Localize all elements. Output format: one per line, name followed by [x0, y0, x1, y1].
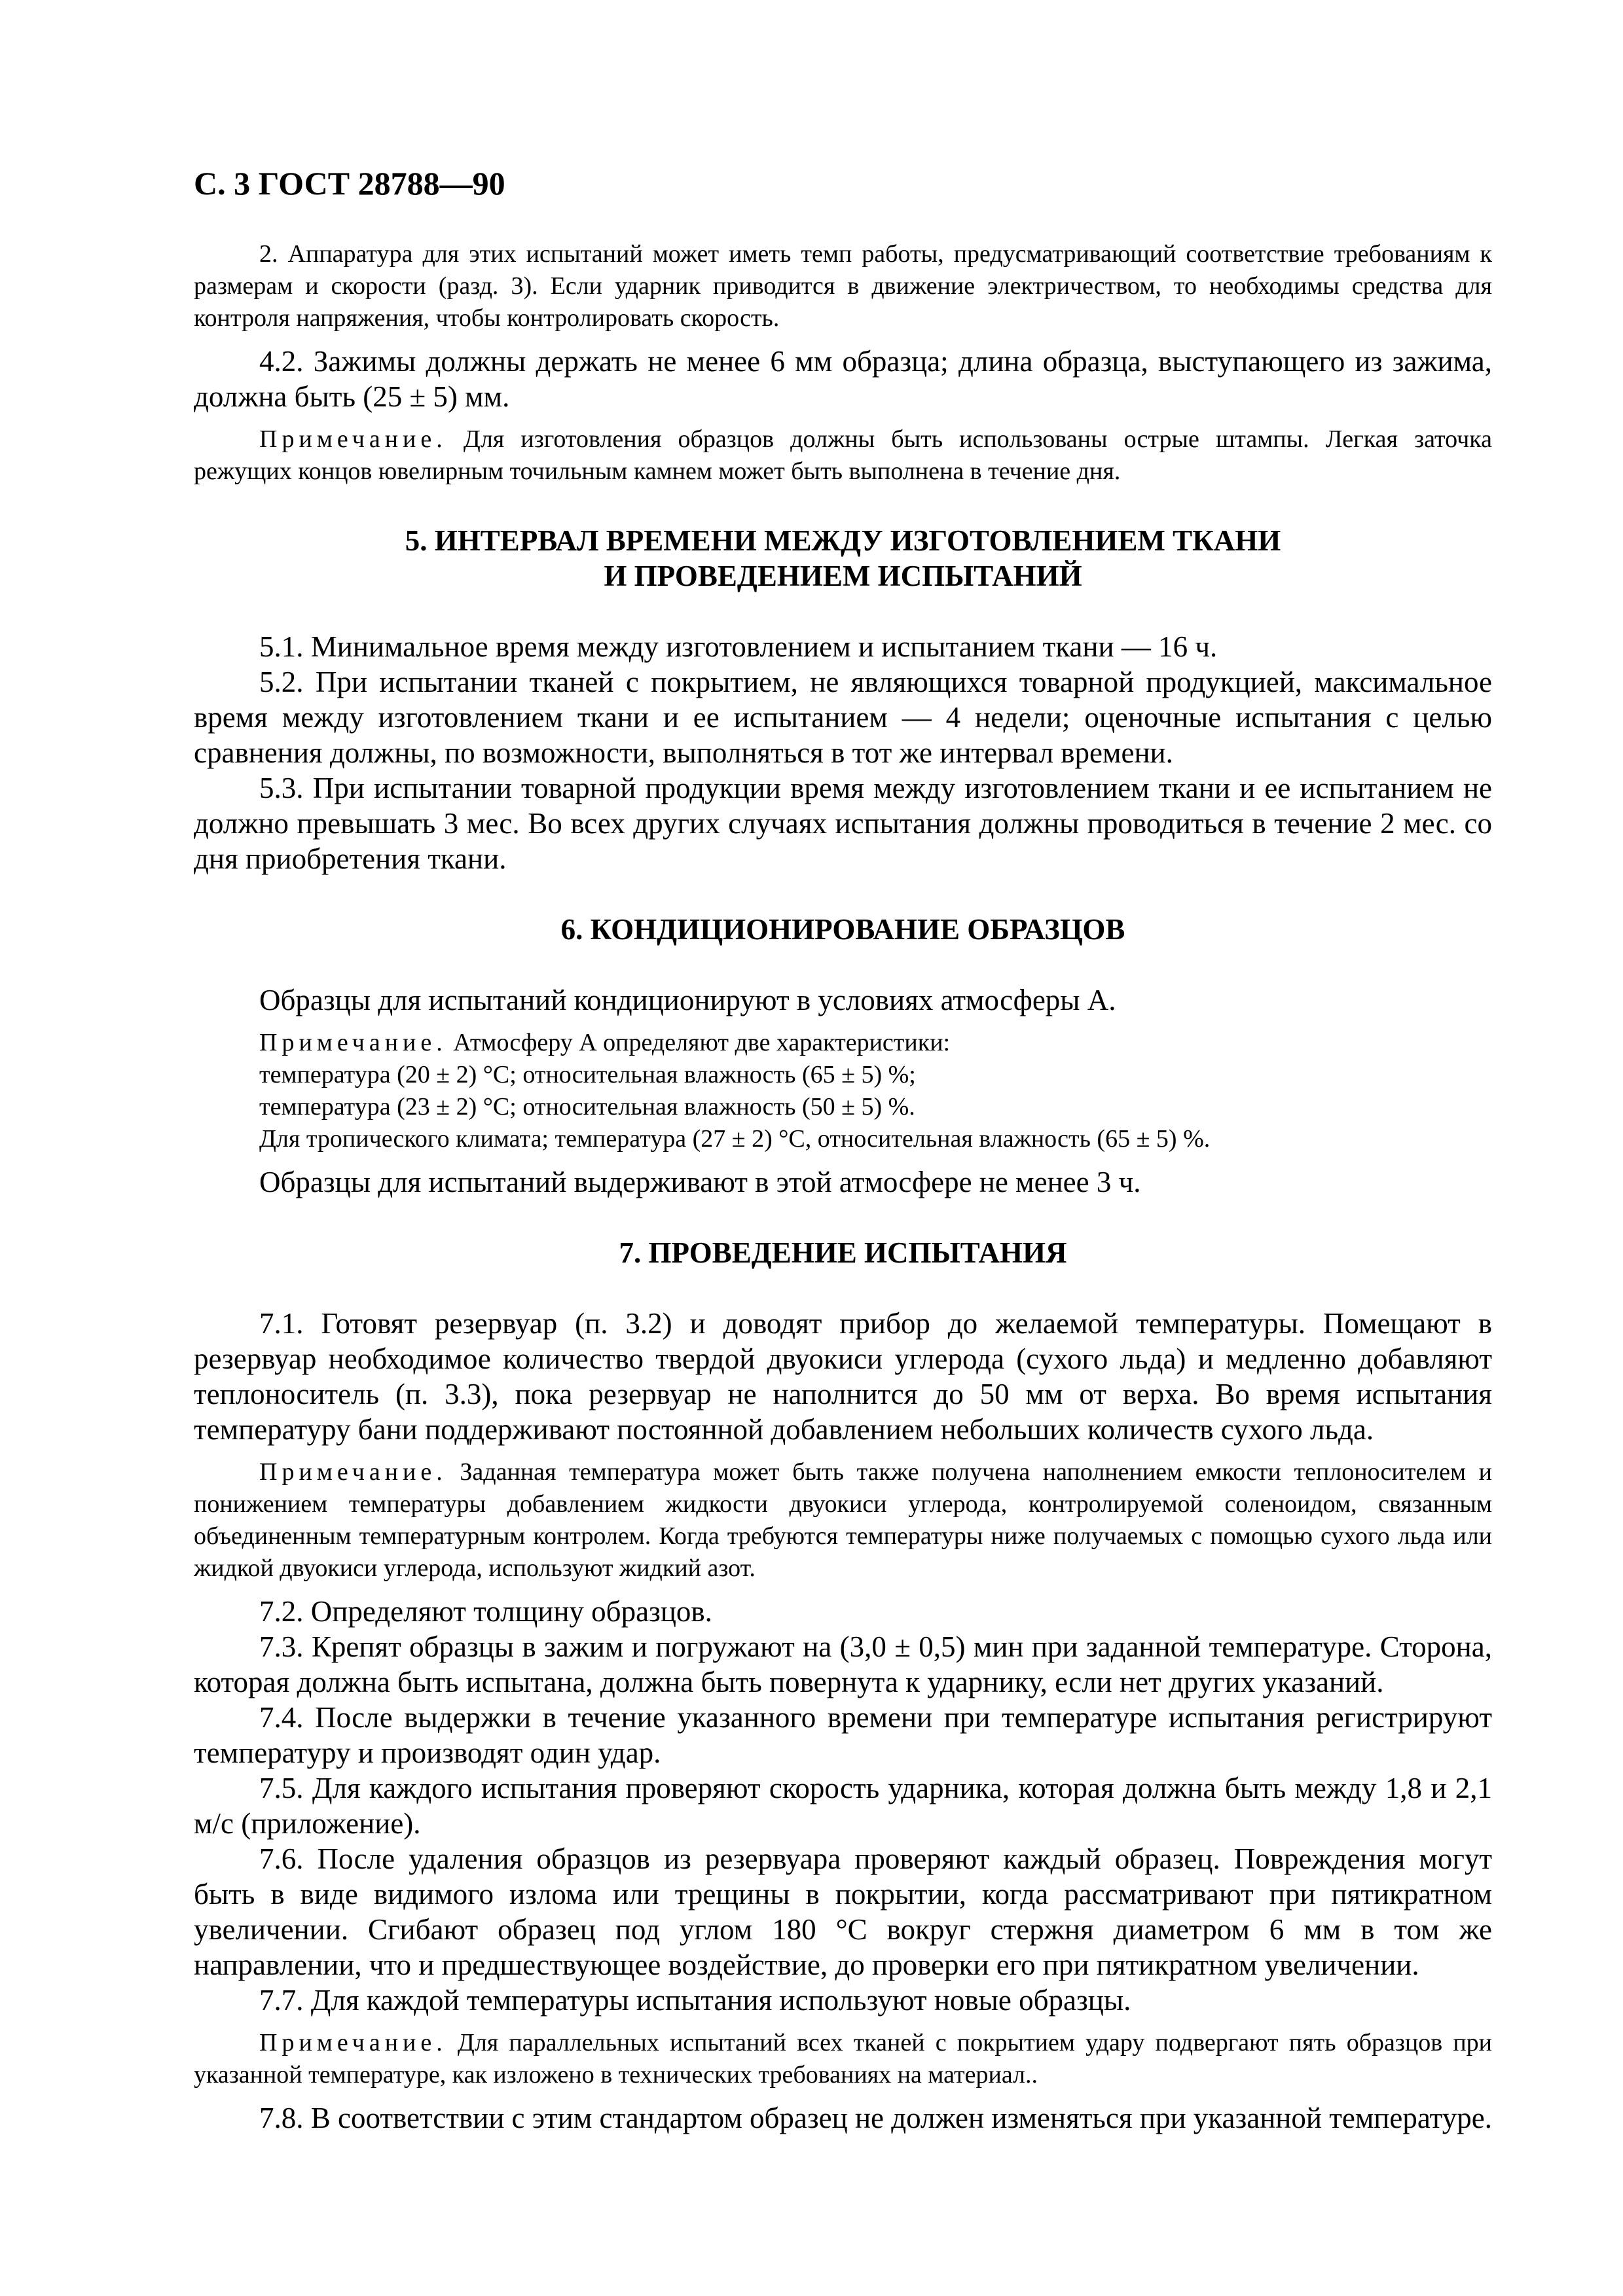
note-label: Примечание. [259, 425, 447, 453]
paragraph-5-2: 5.2. При испытании тканей с покрытием, не являющихся товарной продукцией, максимальное время между изготовлением ткани и ее испытанием — 4 недели; оценочные испытания с целью сравнения должны, по возможности, выполняться в тот же интервал времени. [194, 666, 1492, 769]
paragraph-7-7: 7.7. Для каждой температуры испытания используют новые образцы. [259, 1984, 1131, 2017]
paragraph-note-2: 2. Аппаратура для этих испытаний может иметь темп работы, предусматривающий соответствие требованиям к размерам и скорости (разд. 3). Если ударник приводится в движение электричеством, то необходимы средства для контроля напряжения, чтобы контролировать скорость. [194, 240, 1492, 332]
section-5-title-line-2: И ПРОВЕДЕНИЕМ ИСПЫТАНИЙ [604, 560, 1082, 592]
paragraph-5-3: 5.3. При испытании товарной продукции время между изготовлением ткани и ее испытанием не должно превышать 3 мес. Во всех других случаях испытания должны проводиться в течение 2 мес. со дня приобретения ткани. [194, 772, 1492, 875]
note-text: Атмосферу А определяют две характеристики: [453, 1029, 951, 1056]
paragraph-7-2: 7.2. Определяют толщину образцов. [259, 1595, 712, 1628]
paragraph-4-2: 4.2. Зажимы должны держать не менее 6 мм образца; длина образца, выступающего из зажима, должна быть (25 ± 5) мм. [194, 345, 1492, 413]
paragraph-6-conditioning: Образцы для испытаний кондиционируют в условиях атмосферы А. [259, 984, 1116, 1016]
paragraph-7-4: 7.4. После выдержки в течение указанного времени при температуре испытания регистрируют температуру и производят один удар. [194, 1701, 1492, 1769]
section-6-title: 6. КОНДИЦИОНИРОВАНИЕ ОБРАЗЦОВ [560, 913, 1125, 946]
note-7-1 [194, 1456, 1492, 1585]
paragraph-5-1: 5.1. Минимальное время между изготовлением и испытанием ткани — 16 ч. [259, 630, 1218, 663]
paragraph-7-5: 7.5. Для каждого испытания проверяют скорость ударника, которая должна быть между 1,8 и 2,1 м/с (приложение). [194, 1772, 1492, 1840]
note-label: Примечание. [259, 1458, 447, 1486]
section-5-title-line-1: 5. ИНТЕРВАЛ ВРЕМЕНИ МЕЖДУ ИЗГОТОВЛЕНИЕМ ТКАНИ [405, 524, 1281, 557]
note-6-line-1: температура (20 ± 2) °С; относительная влажность (65 ± 5) %; [259, 1061, 916, 1088]
paragraph-7-1: 7.1. Готовят резервуар (п. 3.2) и доводят прибор до желаемой температуры. Помещают в резервуар необходимое количество твердой двуокиси углерода (сухого льда) и медленно добавляют теплоноситель (п. 3.3), пока резервуар не наполнится до 50 мм от верха. Во время испытания температуру бани поддерживают постоянной добавлением небольших количеств сухого льда. [194, 1307, 1492, 1446]
note-text: Для изготовления образцов должны быть использованы острые штампы. Легкая заточка режущих концов ювелирным точильным камнем может быть выполнена в течение дня. [194, 425, 1493, 485]
note-label: Примечание. [259, 2029, 447, 2056]
paragraph-7-3: 7.3. Крепят образцы в зажим и погружают на (3,0 ± 0,5) мин при заданной температуре. Сторона, которая должна быть испытана, должна быть повернута к ударнику, если нет других указаний. [194, 1630, 1492, 1698]
section-7-title: 7. ПРОВЕДЕНИЕ ИСПЫТАНИЯ [619, 1236, 1067, 1269]
note-6 [194, 1027, 1492, 1059]
paragraph-7-8: 7.8. В соответствии с этим стандартом образец не должен изменяться при указанной температуре. [259, 2102, 1492, 2134]
paragraph-7-6: 7.6. После удаления образцов из резервуара проверяют каждый образец. Повреждения могут быть в виде видимого излома или трещины в покрытии, когда рассматривают при пятикратном увеличении. Сгибают образец под углом 180 °С вокруг стержня диаметром 6 мм в том же направлении, что и предшествующее воздействие, до проверки его при пятикратном увеличении. [194, 1842, 1492, 1981]
note-6-line-2: температура (23 ± 2) °С; относительная влажность (50 ± 5) %. [259, 1093, 915, 1121]
note-4-2 [194, 423, 1492, 488]
paragraph-6-exposure: Образцы для испытаний выдерживают в этой атмосфере не менее 3 ч. [259, 1166, 1141, 1198]
note-6-line-3: Для тропического климата; температура (27 ± 2) °С, относительная влажность (65 ± 5) %. [259, 1125, 1211, 1153]
note-text: Заданная температура может быть также получена наполнением емкости теплоносителем и понижением температуры добавлением жидкости двуокиси углерода, контролируемой соленоидом, связанным объединенным температурным контролем. Когда требуются температуры ниже получаемых с помощью сухого льда или жидкой двуокиси углерода, используют жидкий азот. [194, 1458, 1493, 1582]
note-text: Для параллельных испытаний всех тканей с покрытием удару подвергают пять образцов при указанной температуре, как изложено в технических требованиях на материал.. [194, 2029, 1493, 2089]
note-label: Примечание. [259, 1029, 447, 1056]
page-header: С. 3 ГОСТ 28788—90 [194, 165, 505, 202]
note-7-7 [194, 2027, 1492, 2091]
